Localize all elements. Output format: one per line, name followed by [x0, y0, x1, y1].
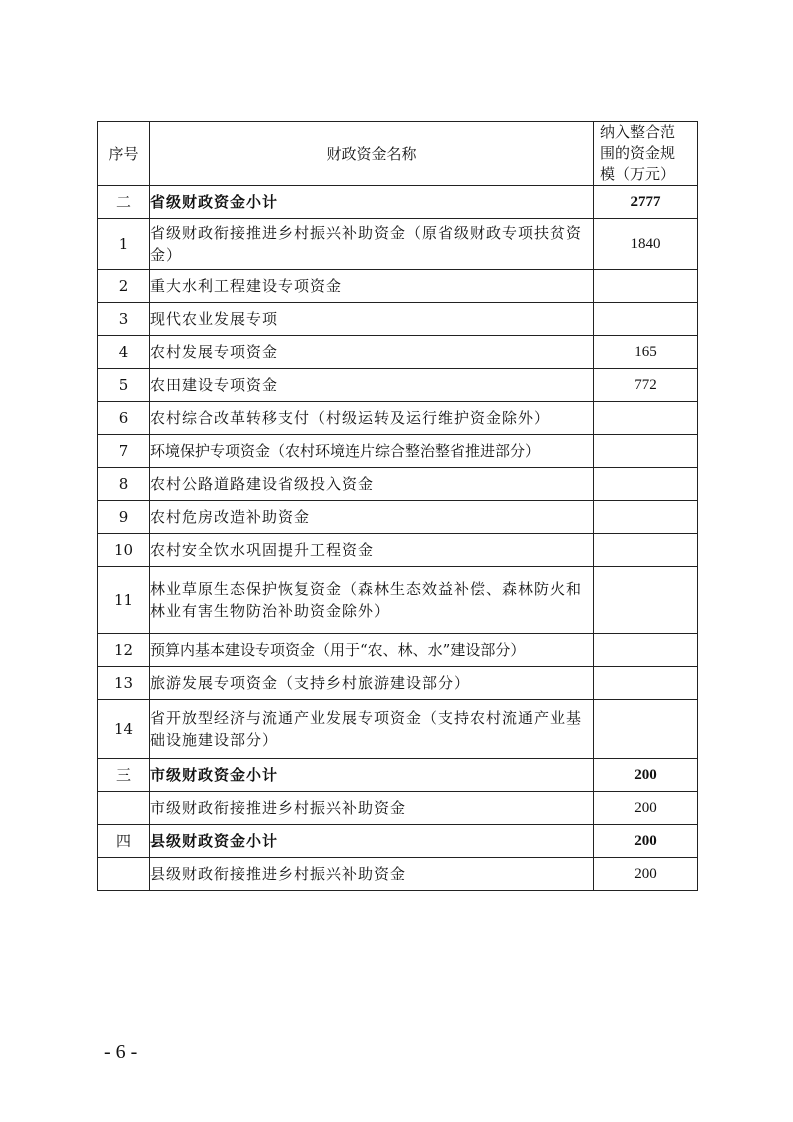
row-amount: 1840: [594, 219, 698, 270]
row-amount: [594, 303, 698, 336]
row-no: [98, 858, 150, 891]
header-amount-line2: 围的资金规: [600, 144, 676, 162]
row-name: 县级财政资金小计: [150, 825, 594, 858]
table-row: [98, 634, 698, 667]
row-no: 2: [98, 270, 150, 303]
row-no: [98, 792, 150, 825]
table-header-row: [98, 122, 698, 186]
table-row: [98, 567, 698, 634]
table-row: [98, 270, 698, 303]
header-amount-line1: 纳入整合范: [600, 123, 676, 141]
row-no: 1: [98, 219, 150, 270]
row-no: 3: [98, 303, 150, 336]
row-amount: [594, 567, 698, 634]
row-name: 市级财政资金小计: [150, 759, 594, 792]
header-amount-line3: 模（万元）: [600, 165, 676, 183]
table-row: [98, 534, 698, 567]
row-name: 环境保护专项资金（农村环境连片综合整治整省推进部分）: [150, 435, 594, 468]
row-amount: 200: [594, 858, 698, 891]
row-name: 市级财政衔接推进乡村振兴补助资金: [150, 792, 594, 825]
row-no: 9: [98, 501, 150, 534]
row-amount: [594, 402, 698, 435]
header-name: 财政资金名称: [150, 122, 594, 186]
row-name: 现代农业发展专项: [150, 303, 594, 336]
row-name: 重大水利工程建设专项资金: [150, 270, 594, 303]
table-row: [98, 186, 698, 219]
row-amount: 2777: [594, 186, 698, 219]
row-amount: [594, 468, 698, 501]
row-no: 8: [98, 468, 150, 501]
row-name: 农村安全饮水巩固提升工程资金: [150, 534, 594, 567]
table-row: [98, 825, 698, 858]
row-amount: [594, 501, 698, 534]
row-name: 农村综合改革转移支付（村级运转及运行维护资金除外）: [150, 402, 594, 435]
row-amount: [594, 270, 698, 303]
table-row: [98, 667, 698, 700]
row-no: 三: [98, 759, 150, 792]
row-name: 旅游发展专项资金（支持乡村旅游建设部分）: [150, 667, 594, 700]
row-no: 4: [98, 336, 150, 369]
table-row: [98, 501, 698, 534]
header-amount: [594, 122, 698, 186]
row-no: 四: [98, 825, 150, 858]
row-name: 省级财政资金小计: [150, 186, 594, 219]
row-name: 林业草原生态保护恢复资金（森林生态效益补偿、森林防火和林业有害生物防治补助资金除外）: [150, 567, 594, 634]
row-name: 县级财政衔接推进乡村振兴补助资金: [150, 858, 594, 891]
row-no: 10: [98, 534, 150, 567]
table-row: [98, 792, 698, 825]
row-no: 14: [98, 700, 150, 759]
row-amount: 200: [594, 792, 698, 825]
row-name: 农村发展专项资金: [150, 336, 594, 369]
table-row: [98, 700, 698, 759]
page-number: - 6 -: [104, 1041, 138, 1063]
row-no: 5: [98, 369, 150, 402]
row-no: 11: [98, 567, 150, 634]
row-amount: 772: [594, 369, 698, 402]
row-amount: 165: [594, 336, 698, 369]
row-amount: [594, 667, 698, 700]
table-row: [98, 759, 698, 792]
table-row: [98, 336, 698, 369]
row-name: 农村公路道路建设省级投入资金: [150, 468, 594, 501]
row-name: 省级财政衔接推进乡村振兴补助资金（原省级财政专项扶贫资金）: [150, 219, 594, 270]
row-amount: 200: [594, 825, 698, 858]
row-amount: [594, 700, 698, 759]
fund-table: [97, 121, 698, 891]
table-row: [98, 219, 698, 270]
row-name: 省开放型经济与流通产业发展专项资金（支持农村流通产业基础设施建设部分）: [150, 700, 594, 759]
table-row: [98, 468, 698, 501]
row-no: 12: [98, 634, 150, 667]
row-no: 7: [98, 435, 150, 468]
row-no: 13: [98, 667, 150, 700]
table-row: [98, 303, 698, 336]
row-amount: 200: [594, 759, 698, 792]
row-name: 预算内基本建设专项资金（用于“农、林、水”建设部分）: [150, 634, 594, 667]
row-amount: [594, 534, 698, 567]
row-name: 农田建设专项资金: [150, 369, 594, 402]
row-name: 农村危房改造补助资金: [150, 501, 594, 534]
row-no: 二: [98, 186, 150, 219]
table-row: [98, 369, 698, 402]
row-amount: [594, 634, 698, 667]
row-no: 6: [98, 402, 150, 435]
table-row: [98, 435, 698, 468]
table-row: [98, 402, 698, 435]
table-row: [98, 858, 698, 891]
row-amount: [594, 435, 698, 468]
header-no: 序号: [98, 122, 150, 186]
